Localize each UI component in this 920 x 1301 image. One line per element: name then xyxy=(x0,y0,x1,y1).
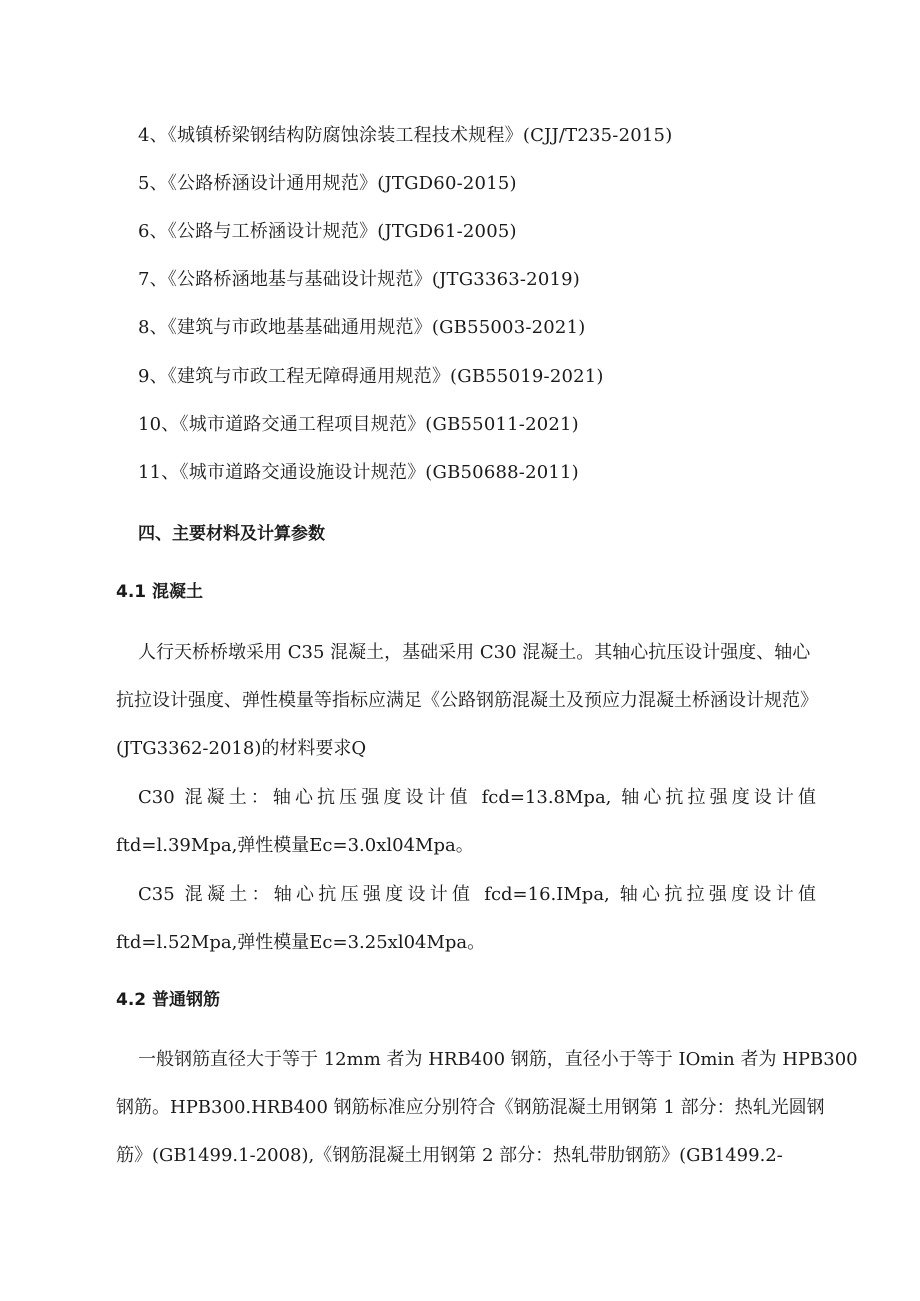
reference-item-5: 5、《公路桥涵设计通用规范》(JTGD60-2015) xyxy=(138,173,517,194)
reference-item-11: 11、《城市道路交通设施设计规范》(GB50688-2011) xyxy=(138,462,579,483)
rebar-paragraph-line-3: 筋》(GB1499.1-2008),《钢筋混凝土用钢第 2 部分：热轧带肋钢筋》(GB1499.2- xyxy=(116,1145,783,1166)
rebar-paragraph-line-2: 钢筋。HPB300.HRB400 钢筋标准应分别符合《钢筋混凝土用钢第 1 部分：热轧光圆钢 xyxy=(116,1097,825,1118)
reference-item-10: 10、《城市道路交通工程项目规范》(GB55011-2021) xyxy=(138,414,579,435)
section-heading-4: 四、主要材料及计算参数 xyxy=(138,524,325,544)
rebar-paragraph-line-1: 一般钢筋直径大于等于 12mm 者为 HRB400 钢筋，直径小于等于 IOmin 者为 HPB300 xyxy=(138,1049,858,1070)
reference-item-7: 7、《公路桥涵地基与基础设计规范》(JTG3363-2019) xyxy=(138,269,580,290)
reference-item-9: 9、《建筑与市政工程无障碍通用规范》(GB55019-2021) xyxy=(138,366,604,387)
c35-spec-line-2: ftd=l.52Mpa,弹性模量Ec=3.25xl04Mpa。 xyxy=(116,932,486,953)
subsection-heading-4-1: 4.1 混凝土 xyxy=(116,582,204,602)
reference-item-6: 6、《公路与工桥涵设计规范》(JTGD61-2005) xyxy=(138,221,517,242)
c30-spec-line-2: ftd=l.39Mpa,弹性模量Ec=3.0xl04Mpa。 xyxy=(116,835,474,856)
reference-item-8: 8、《建筑与市政地基基础通用规范》(GB55003-2021) xyxy=(138,317,586,338)
concrete-paragraph-line-3: (JTG3362-2018)的材料要求Q xyxy=(116,738,367,759)
reference-item-4: 4、《城镇桥梁钢结构防腐蚀涂装工程技术规程》(CJJ/T235-2015) xyxy=(138,125,673,146)
concrete-paragraph-line-2: 抗拉设计强度、弹性模量等指标应满足《公路钢筋混凝土及预应力混凝土桥涵设计规范》 xyxy=(116,690,818,711)
c30-spec-line-1: C30 混凝土：轴心抗压强度设计值 fcd=13.8Mpa, 轴心抗拉强度设计值 xyxy=(138,787,816,808)
concrete-paragraph-line-1: 人行天桥桥墩采用 C35 混凝土，基础采用 C30 混凝土。其轴心抗压设计强度、轴心 xyxy=(138,642,811,663)
c35-spec-line-1: C35 混凝土：轴心抗压强度设计值 fcd=16.IMpa, 轴心抗拉强度设计值 xyxy=(138,884,816,905)
subsection-heading-4-2: 4.2 普通钢筋 xyxy=(116,990,221,1010)
